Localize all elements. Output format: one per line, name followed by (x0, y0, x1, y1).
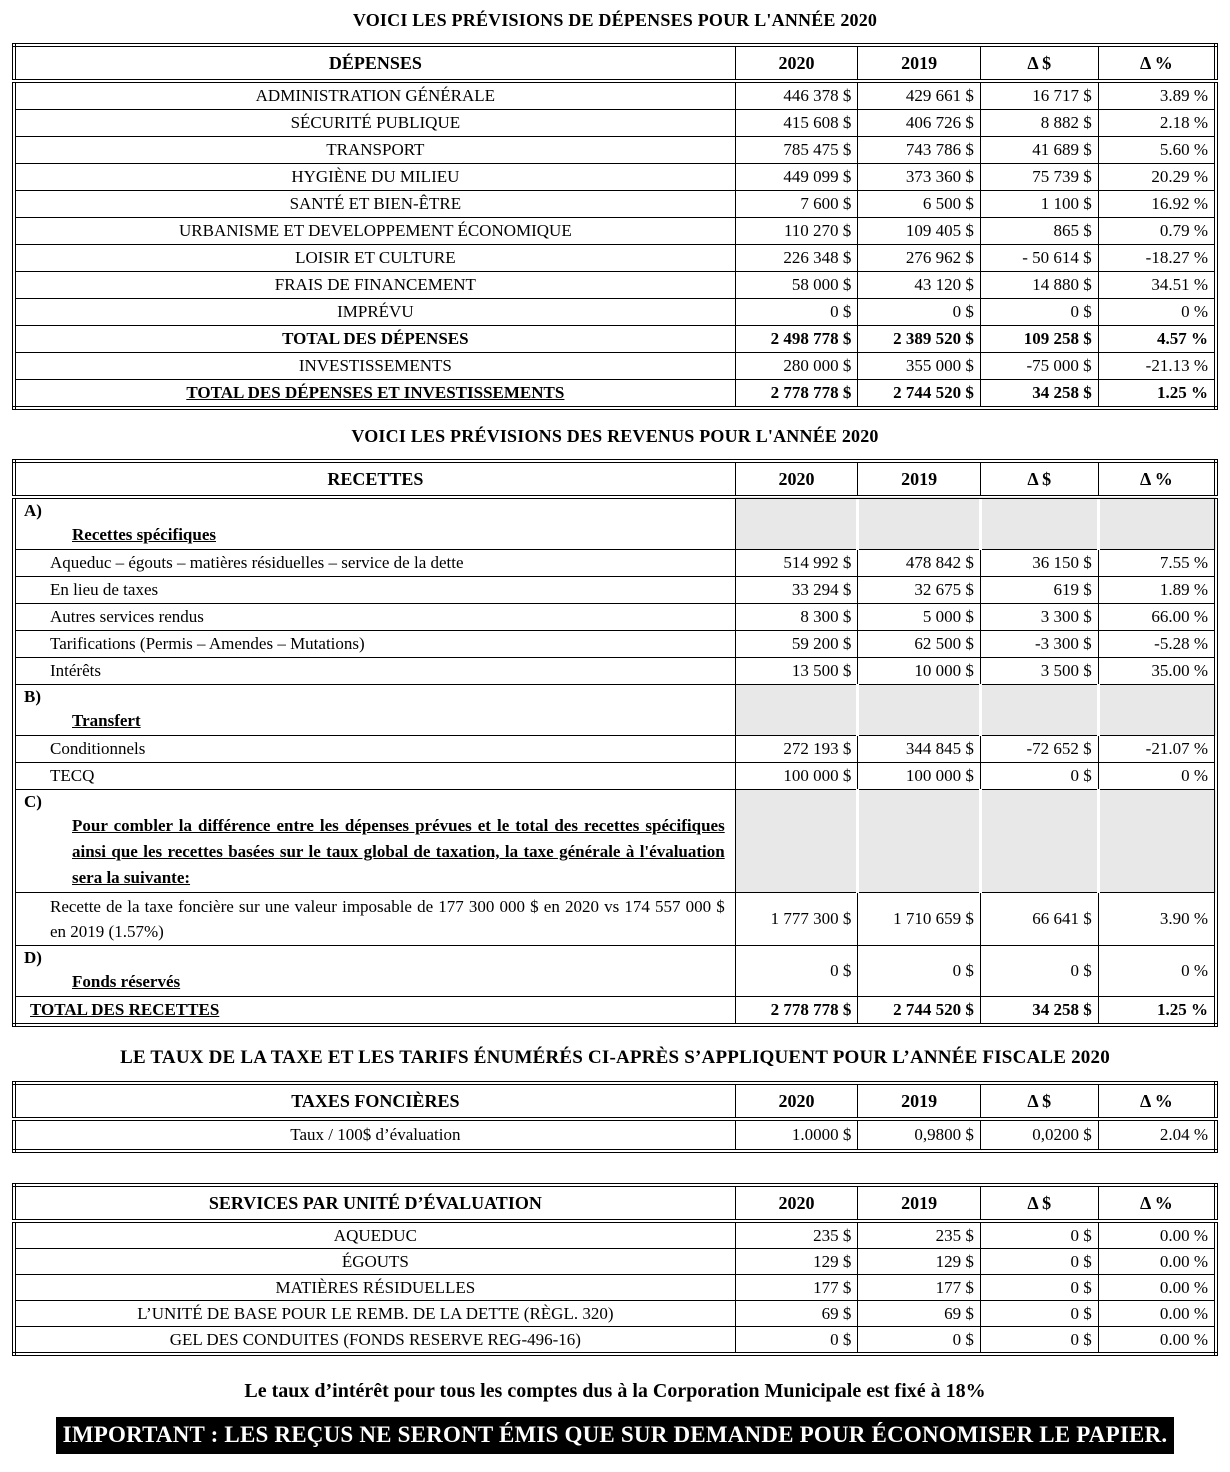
table-header (14, 461, 1216, 497)
value-cell-: 0 % (1098, 946, 1216, 997)
value-cell-2019: 0 $ (858, 1327, 981, 1355)
section-label: Fonds réservés (72, 972, 181, 991)
column-header-4: Δ % (1098, 461, 1216, 497)
value-cell-2020: 1 777 300 $ (735, 893, 858, 946)
value-cell-: 1.25 % (1098, 380, 1216, 409)
shaded-cell (858, 685, 981, 736)
value-cell-2019: 177 $ (858, 1275, 981, 1301)
table-row (14, 164, 1216, 191)
value-cell-2019: 2 389 520 $ (858, 326, 981, 353)
value-cell-: -3 300 $ (980, 631, 1098, 658)
shaded-cell (858, 497, 981, 550)
row-label: URBANISME ET DEVELOPPEMENT ÉCONOMIQUE (14, 218, 735, 245)
row-label (14, 946, 735, 997)
value-cell-: 0 $ (980, 1301, 1098, 1327)
column-header-1: 2020 (735, 1083, 858, 1119)
value-cell-: 4.57 % (1098, 326, 1216, 353)
row-label: TOTAL DES DÉPENSES (14, 326, 735, 353)
value-cell-: 5.60 % (1098, 137, 1216, 164)
value-cell-: 3.90 % (1098, 893, 1216, 946)
row-label: ÉGOUTS (14, 1249, 735, 1275)
value-cell-: 1.25 % (1098, 997, 1216, 1026)
column-header-1: 2020 (735, 461, 858, 497)
header-row (14, 1185, 1216, 1221)
services-per-unit-table (12, 1183, 1218, 1356)
value-cell-2020: 226 348 $ (735, 245, 858, 272)
column-header-4: Δ % (1098, 45, 1216, 81)
table-row (14, 1327, 1216, 1355)
value-cell-2020: 110 270 $ (735, 218, 858, 245)
table-body (14, 497, 1216, 1025)
value-cell-2020: 7 600 $ (735, 191, 858, 218)
value-cell-2020: 0 $ (735, 1327, 858, 1355)
value-cell-2019: 43 120 $ (858, 272, 981, 299)
table-row (14, 604, 1216, 631)
row-label-text: TOTAL DES DÉPENSES ET INVESTISSEMENTS (186, 383, 565, 402)
value-cell-2020: 2 498 778 $ (735, 326, 858, 353)
value-cell-2019: 109 405 $ (858, 218, 981, 245)
value-cell-2020: 449 099 $ (735, 164, 858, 191)
value-cell-2020: 0 $ (735, 299, 858, 326)
row-label: Taux / 100$ d’évaluation (14, 1119, 735, 1151)
interest-rate-note: Le taux d’intérêt pour tous les comptes dus à la Corporation Municipale est fixé à 18% (244, 1380, 986, 1402)
table-row (14, 218, 1216, 245)
table-row (14, 946, 1216, 997)
table-row (14, 1301, 1216, 1327)
row-label: L’UNITÉ DE BASE POUR LE REMB. DE LA DETTE (RÈGL. 320) (14, 1301, 735, 1327)
table-row (14, 191, 1216, 218)
value-cell-2020: 8 300 $ (735, 604, 858, 631)
shaded-cell (980, 790, 1098, 893)
shaded-cell (858, 790, 981, 893)
row-label: En lieu de taxes (14, 577, 735, 604)
table-row (14, 790, 1216, 893)
value-cell-2019: 100 000 $ (858, 763, 981, 790)
table-row (14, 110, 1216, 137)
value-cell-: -75 000 $ (980, 353, 1098, 380)
table-row (14, 245, 1216, 272)
section-label: Transfert (72, 711, 141, 730)
value-cell-2019: 743 786 $ (858, 137, 981, 164)
table-body (14, 1221, 1216, 1354)
value-cell-2019: 69 $ (858, 1301, 981, 1327)
value-cell-: 0.00 % (1098, 1249, 1216, 1275)
table-title-cell: RECETTES (14, 461, 735, 497)
section-letter: C) (24, 792, 42, 811)
value-cell-: 0 $ (980, 1221, 1098, 1249)
table-body (14, 1119, 1216, 1151)
value-cell-2019: 10 000 $ (858, 658, 981, 685)
shaded-cell (980, 497, 1098, 550)
table-row (14, 380, 1216, 409)
shaded-cell (735, 685, 858, 736)
value-cell-: 0 % (1098, 763, 1216, 790)
value-cell-2019: 429 661 $ (858, 81, 981, 110)
row-label: AQUEDUC (14, 1221, 735, 1249)
table-row (14, 1275, 1216, 1301)
value-cell-: 36 150 $ (980, 550, 1098, 577)
value-cell-: 0 $ (980, 1275, 1098, 1301)
column-header-3: Δ $ (980, 461, 1098, 497)
value-cell-2020: 235 $ (735, 1221, 858, 1249)
value-cell-: 14 880 $ (980, 272, 1098, 299)
table-row (14, 497, 1216, 550)
section-label: Recettes spécifiques (72, 525, 216, 544)
table-row (14, 137, 1216, 164)
section-letter: A) (24, 501, 42, 520)
table-row (14, 550, 1216, 577)
value-cell-2019: 0,9800 $ (858, 1119, 981, 1151)
value-cell-2020: 272 193 $ (735, 736, 858, 763)
table-row (14, 763, 1216, 790)
row-label: GEL DES CONDUITES (FONDS RESERVE REG-496-16) (14, 1327, 735, 1355)
value-cell-: 34.51 % (1098, 272, 1216, 299)
table-row (14, 997, 1216, 1026)
value-cell-2020: 59 200 $ (735, 631, 858, 658)
value-cell-2020: 58 000 $ (735, 272, 858, 299)
table-row (14, 353, 1216, 380)
row-label (14, 997, 735, 1026)
table-header (14, 45, 1216, 81)
value-cell-2020: 785 475 $ (735, 137, 858, 164)
value-cell-: 2.04 % (1098, 1119, 1216, 1151)
value-cell-: 66.00 % (1098, 604, 1216, 631)
value-cell-: 2.18 % (1098, 110, 1216, 137)
value-cell-: 865 $ (980, 218, 1098, 245)
row-label: Intérêts (14, 658, 735, 685)
table-row (14, 81, 1216, 110)
section-letter: B) (24, 687, 41, 706)
column-header-3: Δ $ (980, 1083, 1098, 1119)
value-cell-: 0.00 % (1098, 1275, 1216, 1301)
table-row (14, 1221, 1216, 1249)
value-cell-2019: 32 675 $ (858, 577, 981, 604)
value-cell-: 0 $ (980, 946, 1098, 997)
header-row (14, 1083, 1216, 1119)
value-cell-: 1.89 % (1098, 577, 1216, 604)
table-row (14, 658, 1216, 685)
value-cell-2020: 1.0000 $ (735, 1119, 858, 1151)
revenues-title: VOICI LES PRÉVISIONS DES REVENUS POUR L'ANNÉE 2020 (351, 426, 879, 446)
value-cell-2019: 235 $ (858, 1221, 981, 1249)
revenues-table (12, 459, 1218, 1027)
value-cell-: -72 652 $ (980, 736, 1098, 763)
value-cell-: 35.00 % (1098, 658, 1216, 685)
value-cell-: -5.28 % (1098, 631, 1216, 658)
value-cell-2019: 2 744 520 $ (858, 380, 981, 409)
row-label: Conditionnels (14, 736, 735, 763)
value-cell-2020: 415 608 $ (735, 110, 858, 137)
header-row (14, 461, 1216, 497)
value-cell-: 75 739 $ (980, 164, 1098, 191)
value-cell-: -21.07 % (1098, 736, 1216, 763)
value-cell-: 34 258 $ (980, 380, 1098, 409)
value-cell-: 0 $ (980, 763, 1098, 790)
value-cell-2020: 13 500 $ (735, 658, 858, 685)
table-title-cell: SERVICES PAR UNITÉ D’ÉVALUATION (14, 1185, 735, 1221)
table-row (14, 893, 1216, 946)
table-row (14, 299, 1216, 326)
column-header-4: Δ % (1098, 1083, 1216, 1119)
value-cell-2020: 280 000 $ (735, 353, 858, 380)
column-header-3: Δ $ (980, 45, 1098, 81)
value-cell-2019: 373 360 $ (858, 164, 981, 191)
value-cell-: 0.00 % (1098, 1221, 1216, 1249)
row-label (14, 790, 735, 893)
value-cell-2019: 355 000 $ (858, 353, 981, 380)
row-label: Aqueduc – égouts – matières résiduelles – service de la dette (14, 550, 735, 577)
value-cell-2020: 33 294 $ (735, 577, 858, 604)
table-row (14, 685, 1216, 736)
row-label: SANTÉ ET BIEN-ÊTRE (14, 191, 735, 218)
column-header-1: 2020 (735, 45, 858, 81)
value-cell-: 1 100 $ (980, 191, 1098, 218)
expenses-title: VOICI LES PRÉVISIONS DE DÉPENSES POUR L'ANNÉE 2020 (352, 10, 878, 30)
row-label: Tarifications (Permis – Amendes – Mutations) (14, 631, 735, 658)
shaded-cell (1098, 685, 1216, 736)
value-cell-: 3 500 $ (980, 658, 1098, 685)
column-header-2: 2019 (858, 461, 981, 497)
value-cell-: 7.55 % (1098, 550, 1216, 577)
value-cell-: 3.89 % (1098, 81, 1216, 110)
value-cell-: 0 % (1098, 299, 1216, 326)
row-label-text: TOTAL DES RECETTES (30, 1000, 220, 1019)
value-cell-2020: 0 $ (735, 946, 858, 997)
value-cell-: - 50 614 $ (980, 245, 1098, 272)
shaded-cell (1098, 497, 1216, 550)
value-cell-: 0 $ (980, 1249, 1098, 1275)
expenses-table (12, 43, 1218, 410)
column-header-3: Δ $ (980, 1185, 1098, 1221)
value-cell-: 20.29 % (1098, 164, 1216, 191)
row-label: TECQ (14, 763, 735, 790)
shaded-cell (1098, 790, 1216, 893)
row-label (14, 497, 735, 550)
value-cell-2019: 1 710 659 $ (858, 893, 981, 946)
row-label: SÉCURITÉ PUBLIQUE (14, 110, 735, 137)
value-cell-2020: 100 000 $ (735, 763, 858, 790)
column-header-4: Δ % (1098, 1185, 1216, 1221)
table-title-cell: TAXES FONCIÈRES (14, 1083, 735, 1119)
value-cell-2020: 2 778 778 $ (735, 380, 858, 409)
row-label: Recette de la taxe foncière sur une valeur imposable de 177 300 000 $ en 2020 vs 174 557 000 $ en 2019 (1.57%) (14, 893, 735, 946)
value-cell-2020: 177 $ (735, 1275, 858, 1301)
value-cell-: 3 300 $ (980, 604, 1098, 631)
table-header (14, 1083, 1216, 1119)
table-row (14, 326, 1216, 353)
row-label: LOISIR ET CULTURE (14, 245, 735, 272)
row-label: TRANSPORT (14, 137, 735, 164)
value-cell-2019: 129 $ (858, 1249, 981, 1275)
value-cell-2020: 514 992 $ (735, 550, 858, 577)
table-row (14, 272, 1216, 299)
row-label: HYGIÈNE DU MILIEU (14, 164, 735, 191)
value-cell-: 8 882 $ (980, 110, 1098, 137)
value-cell-2019: 406 726 $ (858, 110, 981, 137)
shaded-cell (735, 790, 858, 893)
section-letter: D) (24, 948, 42, 967)
column-header-1: 2020 (735, 1185, 858, 1221)
value-cell-2019: 5 000 $ (858, 604, 981, 631)
value-cell-2019: 478 842 $ (858, 550, 981, 577)
value-cell-2019: 0 $ (858, 946, 981, 997)
table-body (14, 81, 1216, 408)
value-cell-2020: 2 778 778 $ (735, 997, 858, 1026)
value-cell-2019: 0 $ (858, 299, 981, 326)
row-label: MATIÈRES RÉSIDUELLES (14, 1275, 735, 1301)
value-cell-: 16 717 $ (980, 81, 1098, 110)
tax-rate-title: LE TAUX DE LA TAXE ET LES TARIFS ÉNUMÉRÉS CI-APRÈS S’APPLIQUENT POUR L’ANNÉE FISCALE 2020 (120, 1047, 1110, 1068)
table-title-cell: DÉPENSES (14, 45, 735, 81)
value-cell-2019: 2 744 520 $ (858, 997, 981, 1026)
value-cell-: 0,0200 $ (980, 1119, 1098, 1151)
table-row (14, 631, 1216, 658)
column-header-2: 2019 (858, 45, 981, 81)
column-header-2: 2019 (858, 1083, 981, 1119)
section-label: Pour combler la différence entre les dépenses prévues et le total des recettes spécifiques ainsi que les recettes basées sur le taux global de taxation, la taxe générale à l'évaluation sera la suivante: (72, 816, 725, 887)
shaded-cell (735, 497, 858, 550)
table-row (14, 736, 1216, 763)
row-label: ADMINISTRATION GÉNÉRALE (14, 81, 735, 110)
column-header-2: 2019 (858, 1185, 981, 1221)
row-label: IMPRÉVU (14, 299, 735, 326)
value-cell-: 16.92 % (1098, 191, 1216, 218)
value-cell-2019: 62 500 $ (858, 631, 981, 658)
value-cell-2019: 6 500 $ (858, 191, 981, 218)
table-header (14, 1185, 1216, 1221)
property-tax-table (12, 1081, 1218, 1153)
value-cell-: 0.00 % (1098, 1327, 1216, 1355)
value-cell-: 66 641 $ (980, 893, 1098, 946)
header-row (14, 45, 1216, 81)
value-cell-2020: 129 $ (735, 1249, 858, 1275)
value-cell-: 34 258 $ (980, 997, 1098, 1026)
value-cell-: 0 $ (980, 299, 1098, 326)
value-cell-2020: 69 $ (735, 1301, 858, 1327)
value-cell-: 0.79 % (1098, 218, 1216, 245)
table-row (14, 1119, 1216, 1151)
row-label: INVESTISSEMENTS (14, 353, 735, 380)
value-cell-: -18.27 % (1098, 245, 1216, 272)
row-label: Autres services rendus (14, 604, 735, 631)
value-cell-2019: 276 962 $ (858, 245, 981, 272)
table-row (14, 577, 1216, 604)
row-label: FRAIS DE FINANCEMENT (14, 272, 735, 299)
value-cell-2020: 446 378 $ (735, 81, 858, 110)
table-row (14, 1249, 1216, 1275)
value-cell-: 41 689 $ (980, 137, 1098, 164)
row-label (14, 380, 735, 409)
value-cell-2019: 344 845 $ (858, 736, 981, 763)
important-banner: IMPORTANT : LES REÇUS NE SERONT ÉMIS QUE SUR DEMANDE POUR ÉCONOMISER LE PAPIER. (56, 1417, 1174, 1454)
value-cell-: 109 258 $ (980, 326, 1098, 353)
value-cell-: -21.13 % (1098, 353, 1216, 380)
value-cell-: 0.00 % (1098, 1301, 1216, 1327)
value-cell-: 619 $ (980, 577, 1098, 604)
shaded-cell (980, 685, 1098, 736)
row-label (14, 685, 735, 736)
value-cell-: 0 $ (980, 1327, 1098, 1355)
